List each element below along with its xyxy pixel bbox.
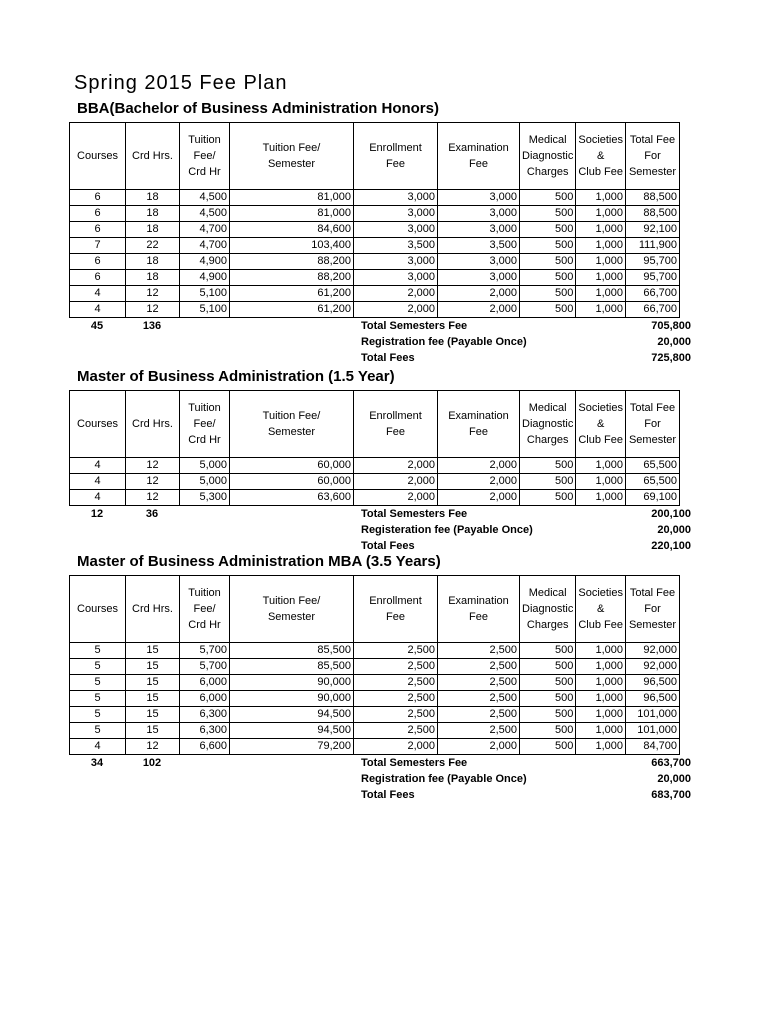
fee-table bbox=[69, 575, 680, 755]
column-header-medical: Medical Diagnostic Charges bbox=[520, 576, 576, 643]
table-cell: 3,000 bbox=[438, 254, 520, 270]
table-cell: 500 bbox=[520, 739, 576, 755]
table-row bbox=[70, 691, 680, 707]
column-header-examination: Examination Fee bbox=[438, 576, 520, 643]
table-cell: 101,000 bbox=[626, 707, 680, 723]
table-cell: 15 bbox=[126, 691, 180, 707]
table-cell: 18 bbox=[126, 222, 180, 238]
table-cell: 2,500 bbox=[438, 659, 520, 675]
table-cell: 6 bbox=[70, 206, 126, 222]
table-cell: 85,500 bbox=[230, 659, 354, 675]
table-cell: 2,000 bbox=[354, 739, 438, 755]
table-cell: 3,000 bbox=[438, 206, 520, 222]
table-cell: 2,000 bbox=[354, 490, 438, 506]
table-cell: 3,000 bbox=[354, 270, 438, 286]
table-cell: 1,000 bbox=[576, 691, 626, 707]
table-cell: 65,500 bbox=[626, 458, 680, 474]
table-cell: 4 bbox=[70, 458, 126, 474]
table-row bbox=[70, 190, 680, 206]
table-cell: 84,700 bbox=[626, 739, 680, 755]
table-cell: 500 bbox=[520, 254, 576, 270]
summary-value: 705,800 bbox=[651, 320, 691, 332]
summary-label: Total Semesters Fee bbox=[361, 757, 468, 769]
table-cell: 88,500 bbox=[626, 206, 680, 222]
table-cell: 2,000 bbox=[438, 302, 520, 318]
column-header-examination: Examination Fee bbox=[438, 123, 520, 190]
summary-label: Registration fee (Payable Once) bbox=[361, 773, 527, 785]
table-row bbox=[70, 643, 680, 659]
table-cell: 2,500 bbox=[438, 707, 520, 723]
table-row bbox=[70, 206, 680, 222]
table-cell: 6 bbox=[70, 190, 126, 206]
table-cell: 4,900 bbox=[180, 254, 230, 270]
table-cell: 85,500 bbox=[230, 643, 354, 659]
table-cell: 2,000 bbox=[438, 458, 520, 474]
table-cell: 60,000 bbox=[230, 474, 354, 490]
summary-label: Total Semesters Fee bbox=[361, 320, 468, 332]
table-cell: 1,000 bbox=[576, 190, 626, 206]
table-cell: 103,400 bbox=[230, 238, 354, 254]
table-cell: 5,100 bbox=[180, 286, 230, 302]
table-cell: 3,000 bbox=[354, 254, 438, 270]
table-cell: 5 bbox=[70, 707, 126, 723]
summary-row bbox=[0, 522, 768, 538]
column-header-crd-hrs: Crd Hrs. bbox=[126, 123, 180, 190]
column-header-total: Total Fee For Semester bbox=[626, 576, 680, 643]
section-heading: Master of Business Administration (1.5 Year) bbox=[77, 368, 395, 385]
table-cell: 4,500 bbox=[180, 206, 230, 222]
summary-row bbox=[0, 506, 768, 522]
table-cell: 88,500 bbox=[626, 190, 680, 206]
table-cell: 2,500 bbox=[438, 643, 520, 659]
table-cell: 2,500 bbox=[354, 691, 438, 707]
table-cell: 96,500 bbox=[626, 675, 680, 691]
table-cell: 500 bbox=[520, 206, 576, 222]
column-header-enrollment: Enrollment Fee bbox=[354, 123, 438, 190]
table-cell: 4 bbox=[70, 739, 126, 755]
summary-label: Total Semesters Fee bbox=[361, 508, 468, 520]
table-row bbox=[70, 254, 680, 270]
table-cell: 81,000 bbox=[230, 190, 354, 206]
total-credit-hours: 36 bbox=[145, 508, 159, 520]
table-cell: 12 bbox=[126, 739, 180, 755]
table-cell: 5,000 bbox=[180, 474, 230, 490]
table-cell: 500 bbox=[520, 238, 576, 254]
column-header-tuition-per-hr: Tuition Fee/ Crd Hr bbox=[180, 123, 230, 190]
table-cell: 1,000 bbox=[576, 490, 626, 506]
table-cell: 79,200 bbox=[230, 739, 354, 755]
table-cell: 1,000 bbox=[576, 723, 626, 739]
summary-label: Registeration fee (Payable Once) bbox=[361, 524, 533, 536]
table-cell: 15 bbox=[126, 723, 180, 739]
table-cell: 12 bbox=[126, 458, 180, 474]
table-cell: 2,500 bbox=[354, 723, 438, 739]
table-cell: 60,000 bbox=[230, 458, 354, 474]
table-cell: 2,500 bbox=[354, 643, 438, 659]
table-cell: 88,200 bbox=[230, 254, 354, 270]
column-header-crd-hrs: Crd Hrs. bbox=[126, 576, 180, 643]
table-cell: 81,000 bbox=[230, 206, 354, 222]
table-cell: 18 bbox=[126, 206, 180, 222]
summary-row bbox=[0, 755, 768, 771]
table-cell: 2,500 bbox=[438, 723, 520, 739]
table-cell: 500 bbox=[520, 222, 576, 238]
table-cell: 1,000 bbox=[576, 222, 626, 238]
table-cell: 66,700 bbox=[626, 302, 680, 318]
table-cell: 500 bbox=[520, 643, 576, 659]
table-cell: 1,000 bbox=[576, 238, 626, 254]
section-heading: Master of Business Administration MBA (3.5 Years) bbox=[77, 553, 441, 570]
total-credit-hours: 136 bbox=[142, 320, 162, 332]
table-cell: 92,000 bbox=[626, 643, 680, 659]
table-cell: 22 bbox=[126, 238, 180, 254]
table-cell: 1,000 bbox=[576, 707, 626, 723]
table-cell: 4 bbox=[70, 302, 126, 318]
column-header-tuition-semester: Tuition Fee/ Semester bbox=[230, 576, 354, 643]
column-header-enrollment: Enrollment Fee bbox=[354, 576, 438, 643]
table-cell: 500 bbox=[520, 474, 576, 490]
table-cell: 3,000 bbox=[438, 270, 520, 286]
table-cell: 6,000 bbox=[180, 691, 230, 707]
table-cell: 6,000 bbox=[180, 675, 230, 691]
column-header-total: Total Fee For Semester bbox=[626, 123, 680, 190]
section-heading: BBA(Bachelor of Business Administration Honors) bbox=[77, 100, 439, 117]
table-cell: 500 bbox=[520, 302, 576, 318]
total-courses: 12 bbox=[90, 508, 104, 520]
table-cell: 2,000 bbox=[438, 739, 520, 755]
table-cell: 84,600 bbox=[230, 222, 354, 238]
table-cell: 5,100 bbox=[180, 302, 230, 318]
table-cell: 1,000 bbox=[576, 739, 626, 755]
table-cell: 95,700 bbox=[626, 254, 680, 270]
table-cell: 3,000 bbox=[354, 222, 438, 238]
column-header-courses: Courses bbox=[70, 391, 126, 458]
table-cell: 1,000 bbox=[576, 270, 626, 286]
table-cell: 2,500 bbox=[354, 707, 438, 723]
table-cell: 500 bbox=[520, 270, 576, 286]
table-row bbox=[70, 270, 680, 286]
table-cell: 1,000 bbox=[576, 675, 626, 691]
table-cell: 500 bbox=[520, 190, 576, 206]
table-cell: 12 bbox=[126, 490, 180, 506]
table-row bbox=[70, 458, 680, 474]
table-cell: 96,500 bbox=[626, 691, 680, 707]
table-row bbox=[70, 474, 680, 490]
table-cell: 92,000 bbox=[626, 659, 680, 675]
table-cell: 1,000 bbox=[576, 474, 626, 490]
table-cell: 12 bbox=[126, 302, 180, 318]
column-header-tuition-per-hr: Tuition Fee/ Crd Hr bbox=[180, 391, 230, 458]
table-cell: 5 bbox=[70, 723, 126, 739]
summary-row bbox=[0, 318, 768, 334]
column-header-tuition-semester: Tuition Fee/ Semester bbox=[230, 123, 354, 190]
summary-row bbox=[0, 350, 768, 366]
column-header-medical: Medical Diagnostic Charges bbox=[520, 123, 576, 190]
summary-label: Total Fees bbox=[361, 789, 415, 801]
table-cell: 6 bbox=[70, 270, 126, 286]
table-row bbox=[70, 707, 680, 723]
table-cell: 90,000 bbox=[230, 675, 354, 691]
table-cell: 92,100 bbox=[626, 222, 680, 238]
table-cell: 500 bbox=[520, 458, 576, 474]
table-cell: 3,500 bbox=[438, 238, 520, 254]
table-cell: 1,000 bbox=[576, 286, 626, 302]
summary-label: Total Fees bbox=[361, 352, 415, 364]
summary-value: 683,700 bbox=[651, 789, 691, 801]
table-cell: 500 bbox=[520, 490, 576, 506]
column-header-crd-hrs: Crd Hrs. bbox=[126, 391, 180, 458]
summary-label: Total Fees bbox=[361, 540, 415, 552]
table-cell: 4 bbox=[70, 474, 126, 490]
table-row bbox=[70, 739, 680, 755]
table-cell: 3,000 bbox=[354, 206, 438, 222]
table-cell: 101,000 bbox=[626, 723, 680, 739]
table-cell: 94,500 bbox=[230, 707, 354, 723]
table-row bbox=[70, 490, 680, 506]
table-cell: 5 bbox=[70, 643, 126, 659]
table-cell: 4,700 bbox=[180, 238, 230, 254]
summary-label: Registration fee (Payable Once) bbox=[361, 336, 527, 348]
table-cell: 12 bbox=[126, 286, 180, 302]
table-cell: 15 bbox=[126, 707, 180, 723]
fee-table bbox=[69, 390, 680, 506]
column-header-examination: Examination Fee bbox=[438, 391, 520, 458]
table-cell: 18 bbox=[126, 270, 180, 286]
table-cell: 2,000 bbox=[354, 458, 438, 474]
column-header-enrollment: Enrollment Fee bbox=[354, 391, 438, 458]
table-cell: 3,000 bbox=[354, 190, 438, 206]
table-header-row bbox=[70, 391, 680, 458]
summary-value: 220,100 bbox=[651, 540, 691, 552]
column-header-societies: Societies & Club Fee bbox=[576, 576, 626, 643]
table-row bbox=[70, 723, 680, 739]
table-cell: 2,000 bbox=[354, 474, 438, 490]
summary-row bbox=[0, 787, 768, 803]
table-cell: 15 bbox=[126, 675, 180, 691]
total-credit-hours: 102 bbox=[142, 757, 162, 769]
summary-row bbox=[0, 334, 768, 350]
table-cell: 18 bbox=[126, 254, 180, 270]
table-row bbox=[70, 302, 680, 318]
column-header-societies: Societies & Club Fee bbox=[576, 391, 626, 458]
column-header-total: Total Fee For Semester bbox=[626, 391, 680, 458]
table-cell: 500 bbox=[520, 286, 576, 302]
table-cell: 4,900 bbox=[180, 270, 230, 286]
table-cell: 5 bbox=[70, 691, 126, 707]
table-cell: 3,500 bbox=[354, 238, 438, 254]
table-cell: 2,000 bbox=[354, 302, 438, 318]
summary-value: 20,000 bbox=[657, 773, 691, 785]
table-cell: 7 bbox=[70, 238, 126, 254]
table-cell: 2,500 bbox=[354, 675, 438, 691]
column-header-tuition-per-hr: Tuition Fee/ Crd Hr bbox=[180, 576, 230, 643]
table-cell: 2,500 bbox=[354, 659, 438, 675]
table-cell: 4 bbox=[70, 286, 126, 302]
table-cell: 1,000 bbox=[576, 659, 626, 675]
table-cell: 4,700 bbox=[180, 222, 230, 238]
table-cell: 61,200 bbox=[230, 302, 354, 318]
table-cell: 5,700 bbox=[180, 659, 230, 675]
table-cell: 6,600 bbox=[180, 739, 230, 755]
table-cell: 2,000 bbox=[438, 474, 520, 490]
table-cell: 1,000 bbox=[576, 254, 626, 270]
table-cell: 15 bbox=[126, 659, 180, 675]
table-row bbox=[70, 675, 680, 691]
table-cell: 111,900 bbox=[626, 238, 680, 254]
table-cell: 95,700 bbox=[626, 270, 680, 286]
table-cell: 2,500 bbox=[438, 675, 520, 691]
page-title: Spring 2015 Fee Plan bbox=[74, 72, 288, 94]
table-header-row bbox=[70, 123, 680, 190]
summary-value: 200,100 bbox=[651, 508, 691, 520]
table-cell: 1,000 bbox=[576, 302, 626, 318]
summary-value: 725,800 bbox=[651, 352, 691, 364]
column-header-medical: Medical Diagnostic Charges bbox=[520, 391, 576, 458]
table-cell: 4,500 bbox=[180, 190, 230, 206]
table-cell: 94,500 bbox=[230, 723, 354, 739]
table-cell: 2,000 bbox=[438, 286, 520, 302]
table-cell: 90,000 bbox=[230, 691, 354, 707]
table-header-row bbox=[70, 576, 680, 643]
summary-value: 663,700 bbox=[651, 757, 691, 769]
table-row bbox=[70, 222, 680, 238]
table-cell: 6 bbox=[70, 254, 126, 270]
table-cell: 500 bbox=[520, 659, 576, 675]
table-row bbox=[70, 238, 680, 254]
table-cell: 500 bbox=[520, 691, 576, 707]
table-cell: 63,600 bbox=[230, 490, 354, 506]
table-cell: 2,000 bbox=[438, 490, 520, 506]
summary-value: 20,000 bbox=[657, 524, 691, 536]
table-cell: 6,300 bbox=[180, 707, 230, 723]
table-cell: 500 bbox=[520, 675, 576, 691]
table-cell: 15 bbox=[126, 643, 180, 659]
table-cell: 5,300 bbox=[180, 490, 230, 506]
table-cell: 6,300 bbox=[180, 723, 230, 739]
table-cell: 5 bbox=[70, 675, 126, 691]
table-cell: 500 bbox=[520, 723, 576, 739]
table-cell: 6 bbox=[70, 222, 126, 238]
table-cell: 5,700 bbox=[180, 643, 230, 659]
table-cell: 88,200 bbox=[230, 270, 354, 286]
summary-value: 20,000 bbox=[657, 336, 691, 348]
total-courses: 34 bbox=[90, 757, 104, 769]
total-courses: 45 bbox=[90, 320, 104, 332]
summary-row bbox=[0, 538, 768, 554]
table-cell: 66,700 bbox=[626, 286, 680, 302]
table-row bbox=[70, 286, 680, 302]
summary-row bbox=[0, 771, 768, 787]
table-cell: 1,000 bbox=[576, 458, 626, 474]
table-cell: 69,100 bbox=[626, 490, 680, 506]
table-cell: 1,000 bbox=[576, 206, 626, 222]
table-cell: 500 bbox=[520, 707, 576, 723]
table-row bbox=[70, 659, 680, 675]
table-cell: 2,500 bbox=[438, 691, 520, 707]
table-cell: 3,000 bbox=[438, 190, 520, 206]
table-cell: 18 bbox=[126, 190, 180, 206]
fee-table bbox=[69, 122, 680, 318]
column-header-courses: Courses bbox=[70, 123, 126, 190]
table-cell: 5 bbox=[70, 659, 126, 675]
table-cell: 4 bbox=[70, 490, 126, 506]
table-cell: 61,200 bbox=[230, 286, 354, 302]
column-header-courses: Courses bbox=[70, 576, 126, 643]
table-cell: 2,000 bbox=[354, 286, 438, 302]
table-cell: 5,000 bbox=[180, 458, 230, 474]
table-cell: 3,000 bbox=[438, 222, 520, 238]
table-cell: 12 bbox=[126, 474, 180, 490]
table-cell: 65,500 bbox=[626, 474, 680, 490]
column-header-tuition-semester: Tuition Fee/ Semester bbox=[230, 391, 354, 458]
table-cell: 1,000 bbox=[576, 643, 626, 659]
column-header-societies: Societies & Club Fee bbox=[576, 123, 626, 190]
